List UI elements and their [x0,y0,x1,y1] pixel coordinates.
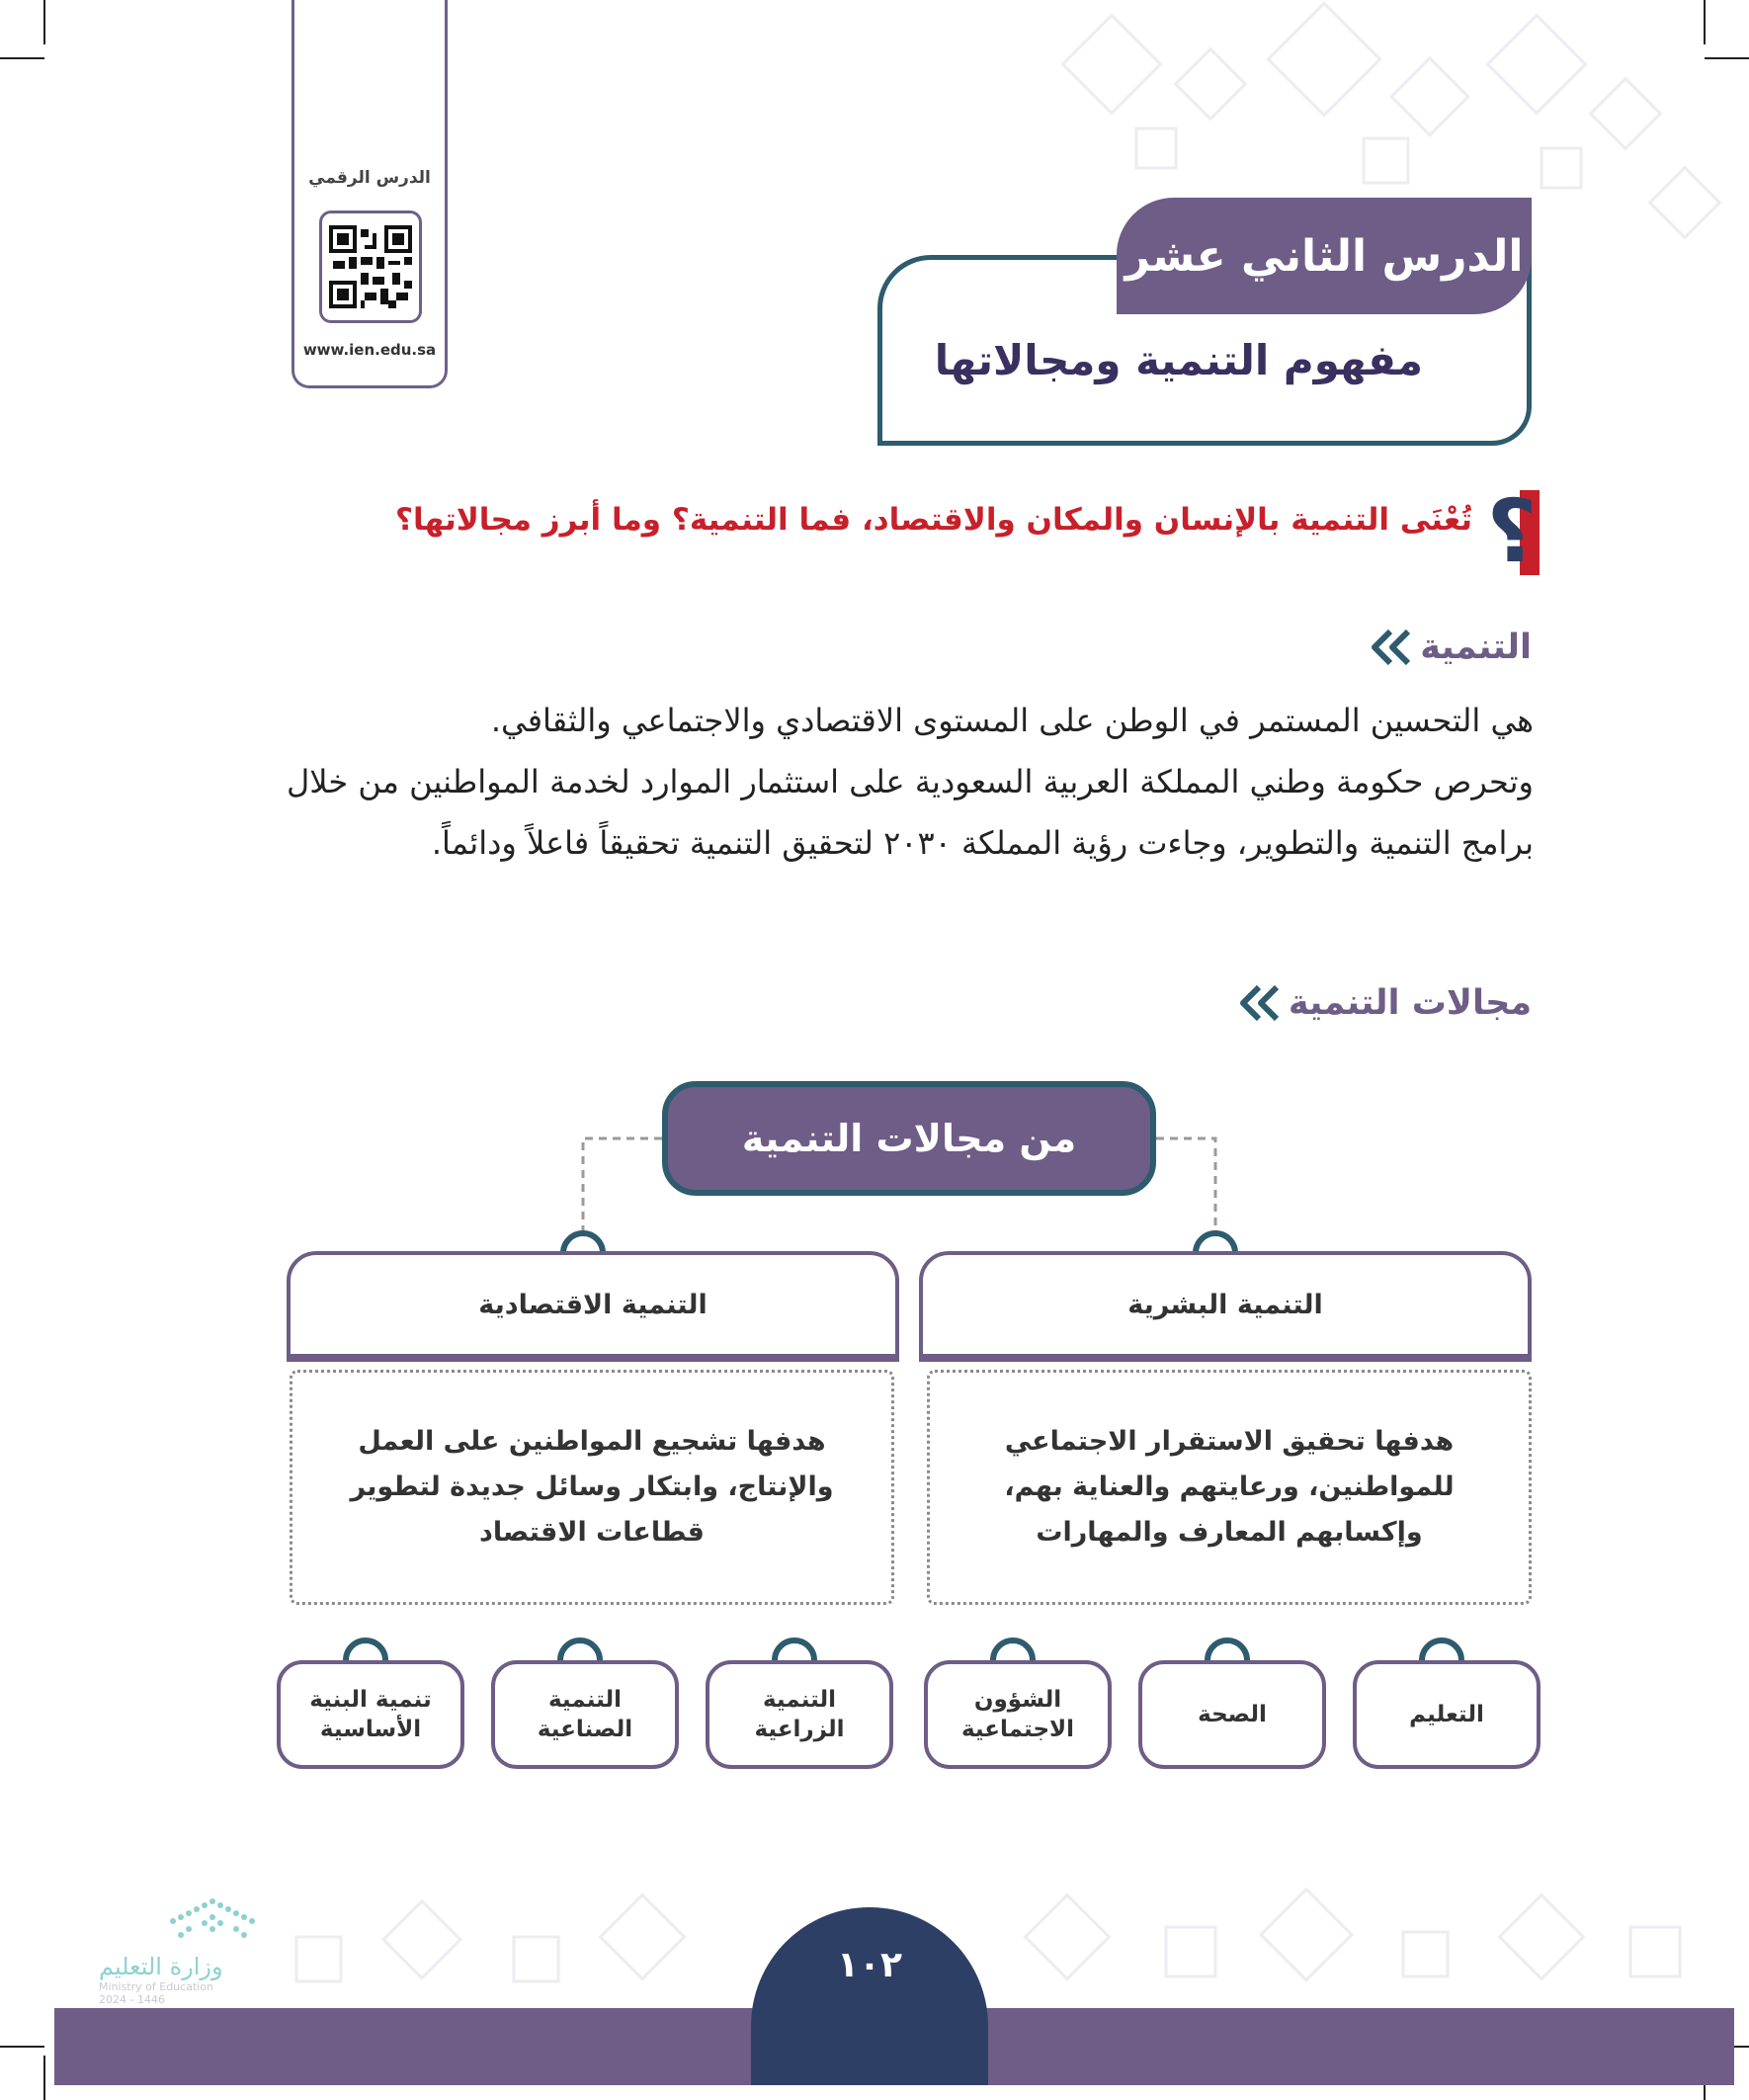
economic-description-box [290,1370,894,1605]
category-underline [287,1354,899,1362]
leaf-education [1353,1660,1541,1769]
category-human [919,1251,1532,1358]
ministry-name-en: Ministry of Education [99,1980,214,1993]
development-definition: هي التحسين المستمر في الوطن على المستوى الاقتصادي والاجتماعي والثقافي. [490,702,1534,739]
lesson-title: مفهوم التنمية ومجالاتها [934,336,1423,384]
page-number: ١٠٢ [837,1945,902,1985]
human-description: هدفها تحقيق الاستقرار الاجتماعي للمواطنين، ورعايتهم والعناية بهم، وإكسابهم المعارف والمهارات [1004,1426,1455,1548]
leaf-label: التعليم [1409,1702,1484,1727]
leaf-label: التنمية الزراعية [754,1687,845,1742]
ministry-logo-icon [138,1895,287,1945]
category-underline [919,1354,1532,1362]
website-url[interactable]: www.ien.edu.sa [302,341,437,359]
leaf-infrastructure [277,1660,464,1769]
ministry-logo [99,1895,287,2006]
lesson-question: تُعْنَى التنمية بالإنسان والمكان والاقتصاد، فما التنمية؟ وما أبرز مجالاتها؟ [395,502,1472,538]
leaf-label: تنمية البنية الأساسية [309,1687,432,1742]
leaf-industrial [491,1660,679,1769]
leaf-label: الصحة [1198,1702,1267,1727]
edition-year: 2024 - 1446 [99,1993,165,2006]
category-economic [287,1251,899,1358]
diagram-root-label: من مجالات التنمية [741,1117,1077,1160]
section-heading-text: التنمية [1420,628,1532,667]
economic-description: هدفها تشجيع المواطنين على العمل والإنتاج، وابتكار وسائل جديدة لتطوير قطاعات الاقتصاد [350,1426,834,1548]
leaf-label: الشؤون الاجتماعية [960,1687,1075,1742]
human-description-box [927,1370,1532,1605]
digital-lesson-label: الدرس الرقمي [308,168,431,188]
leaf-social-affairs [924,1660,1112,1769]
leaf-label: التنمية الصناعية [537,1687,633,1742]
category-economic-title: التنمية الاقتصادية [478,1289,708,1320]
svg-text:؟: ؟ [1486,482,1538,581]
lesson-number-title: الدرس الثاني عشر [1124,230,1524,282]
ministry-name-ar: وزارة التعليم [99,1953,223,1980]
development-paragraph: وتحرص حكومة وطني المملكة العربية السعودية على استثمار الموارد لخدمة المواطنين من خلال برامج التنمية والتطوير، وجاءت رؤية المملكة ٢٠٣٠ لتحقيق التنمية تحقيقاً فاعلاً ودائماً. [287,763,1534,862]
category-human-title: التنمية البشرية [1127,1289,1323,1320]
leaf-agricultural [706,1660,893,1769]
diagram-root [662,1081,1156,1196]
leaf-health [1138,1660,1326,1769]
section-heading-text: مجالات التنمية [1288,983,1532,1023]
